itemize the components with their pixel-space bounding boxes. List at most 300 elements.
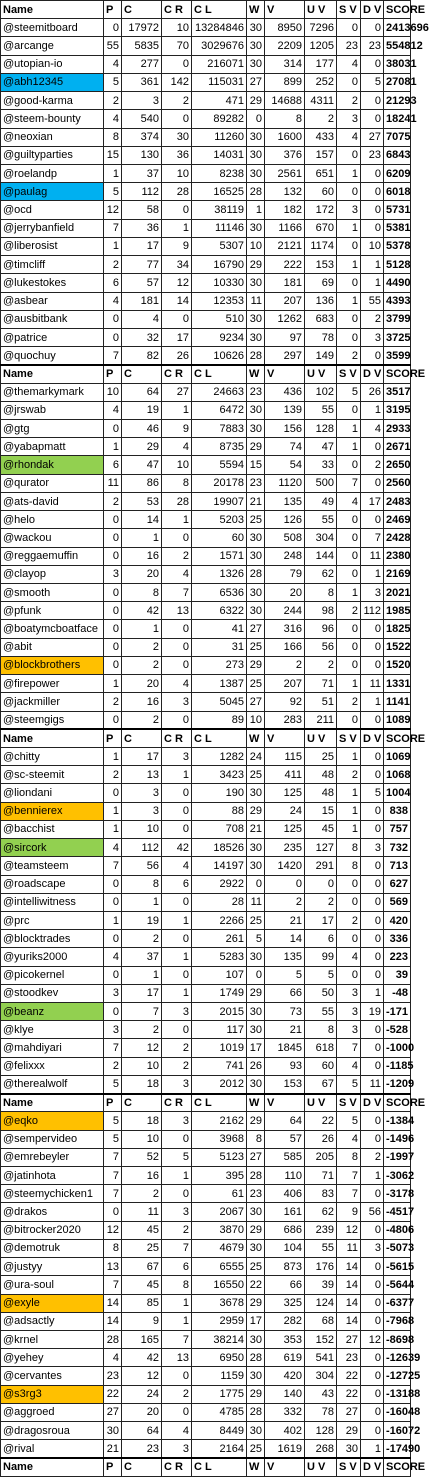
account-name-cell: @blocktrades	[1, 930, 104, 948]
stat-cell: 0	[104, 1003, 122, 1021]
stat-cell: 36	[162, 146, 192, 164]
stat-cell: 14	[104, 1312, 122, 1330]
column-header: V	[265, 729, 305, 747]
table-row	[1, 310, 411, 328]
column-header: C L	[192, 1094, 247, 1112]
stat-cell: 1	[361, 565, 384, 583]
stat-cell: 1019	[192, 1039, 247, 1057]
stat-cell: 30	[247, 401, 265, 419]
stat-cell: 14031	[192, 146, 247, 164]
stat-cell: 60	[305, 1057, 337, 1075]
stat-cell: 244	[265, 602, 305, 620]
stat-cell: 27	[104, 1403, 122, 1421]
stat-cell: 61	[192, 1185, 247, 1203]
stat-cell: 92	[265, 693, 305, 711]
score-cell: -528	[384, 1021, 411, 1039]
table-row	[1, 784, 411, 802]
stat-cell: 0	[337, 875, 361, 893]
stat-cell: 23	[247, 383, 265, 401]
column-header: W	[247, 365, 265, 383]
stat-cell: 3678	[192, 1294, 247, 1312]
stat-cell: 30	[247, 948, 265, 966]
stat-cell: 29	[247, 802, 265, 820]
account-name-cell: @exyle	[1, 1294, 104, 1312]
stat-cell: 207	[265, 675, 305, 693]
stat-cell: 3	[162, 1440, 192, 1458]
stat-cell: 9	[122, 1312, 162, 1330]
stat-cell: 2012	[192, 1075, 247, 1093]
stat-cell: 7	[337, 1167, 361, 1185]
column-header: Name	[1, 1094, 104, 1112]
stat-cell: 0	[337, 529, 361, 547]
column-header: C L	[192, 1, 247, 19]
stat-cell: 216071	[192, 55, 247, 73]
score-cell: 1825	[384, 620, 411, 638]
stat-cell: 0	[104, 620, 122, 638]
stat-cell: 1	[104, 747, 122, 765]
stat-cell: 30	[247, 547, 265, 565]
stat-cell: 7	[104, 1185, 122, 1203]
stat-cell: 144	[305, 547, 337, 565]
table-row	[1, 1112, 411, 1130]
stat-cell: 4	[122, 310, 162, 328]
stat-cell: 0	[337, 620, 361, 638]
stat-cell: 12	[104, 1221, 122, 1239]
account-name-cell: @steemitboard	[1, 19, 104, 37]
stat-cell: 64	[122, 1422, 162, 1440]
stat-cell: 2	[265, 656, 305, 674]
stat-cell: 3	[361, 584, 384, 602]
table-row	[1, 292, 411, 310]
account-name-cell: @sempervideo	[1, 1130, 104, 1148]
stat-cell: 0	[361, 638, 384, 656]
stat-cell: 7	[162, 1239, 192, 1257]
stat-cell: 0	[361, 1276, 384, 1294]
stat-cell: 2067	[192, 1203, 247, 1221]
stat-cell: 406	[265, 1185, 305, 1203]
score-cell: -4517	[384, 1203, 411, 1221]
header-row	[1, 1458, 411, 1476]
stat-cell: 0	[361, 948, 384, 966]
stat-cell: 873	[265, 1258, 305, 1276]
table-row	[1, 966, 411, 984]
stat-cell: 45	[305, 820, 337, 838]
header-row	[1, 1094, 411, 1112]
stat-cell: 1120	[265, 474, 305, 492]
stat-cell: 102	[305, 383, 337, 401]
stat-cell: 99	[305, 948, 337, 966]
stat-cell: 0	[162, 1021, 192, 1039]
stat-cell: 248	[265, 547, 305, 565]
stat-cell: 316	[265, 620, 305, 638]
stat-cell: 0	[162, 1403, 192, 1421]
account-name-cell: @mahdiyari	[1, 1039, 104, 1057]
stat-cell: 1	[162, 511, 192, 529]
account-name-cell: @clayop	[1, 565, 104, 583]
stat-cell: 2922	[192, 875, 247, 893]
stat-cell: 6	[104, 274, 122, 292]
stat-cell: 67	[305, 1075, 337, 1093]
stat-cell: 21	[265, 911, 305, 929]
stat-cell: 1	[104, 164, 122, 182]
stat-cell: 126	[265, 511, 305, 529]
score-cell: 3195	[384, 401, 411, 419]
stat-cell: 4	[337, 948, 361, 966]
stat-cell: 1	[162, 401, 192, 419]
stat-cell: 277	[122, 55, 162, 73]
stat-cell: 5	[247, 930, 265, 948]
stat-cell: 1775	[192, 1385, 247, 1403]
stat-cell: 7	[337, 474, 361, 492]
score-cell: 3599	[384, 347, 411, 365]
stat-cell: 29	[247, 984, 265, 1002]
stat-cell: 0	[104, 875, 122, 893]
table-row	[1, 1403, 411, 1421]
stat-cell: 18	[122, 1075, 162, 1093]
stat-cell: 2015	[192, 1003, 247, 1021]
stat-cell: 239	[305, 1221, 337, 1239]
stat-cell: 3029676	[192, 37, 247, 55]
stat-cell: 0	[104, 930, 122, 948]
stat-cell: 2	[104, 1057, 122, 1075]
table-row	[1, 1185, 411, 1203]
column-header: C L	[192, 365, 247, 383]
stat-cell: 29	[247, 1294, 265, 1312]
stat-cell: 112	[361, 602, 384, 620]
stat-cell: 0	[361, 1385, 384, 1403]
stat-cell: 130	[122, 146, 162, 164]
account-name-cell: @klye	[1, 1021, 104, 1039]
stat-cell: 4	[104, 839, 122, 857]
table-row	[1, 1148, 411, 1166]
stat-cell: 0	[361, 1403, 384, 1421]
column-header: S V	[337, 1094, 361, 1112]
account-name-cell: @sircork	[1, 839, 104, 857]
account-name-cell: @quochuy	[1, 347, 104, 365]
stat-cell: 14	[265, 930, 305, 948]
stat-cell: 26	[247, 1057, 265, 1075]
stat-cell: 42	[122, 1349, 162, 1367]
score-cell: 2021	[384, 584, 411, 602]
stat-cell: 0	[337, 237, 361, 255]
column-header: P	[104, 365, 122, 383]
stat-cell: 135	[265, 948, 305, 966]
stat-cell: 3	[162, 1203, 192, 1221]
stat-cell: 6	[162, 1258, 192, 1276]
stat-cell: 57	[122, 274, 162, 292]
stat-cell: 7	[104, 1276, 122, 1294]
stat-cell: 68	[305, 1312, 337, 1330]
stat-cell: 23	[337, 37, 361, 55]
stat-cell: 8	[162, 474, 192, 492]
stat-cell: 3	[162, 1112, 192, 1130]
stat-cell: 5	[265, 966, 305, 984]
stat-cell: 98	[305, 602, 337, 620]
stat-cell: 23	[361, 146, 384, 164]
stat-cell: 291	[305, 857, 337, 875]
account-name-cell: @dragosroua	[1, 1422, 104, 1440]
stat-cell: 374	[122, 128, 162, 146]
stat-cell: 1	[337, 438, 361, 456]
score-cell: -12639	[384, 1349, 411, 1367]
column-header: V	[265, 1458, 305, 1476]
stat-cell: 45	[122, 1276, 162, 1294]
account-name-cell: @utopian-io	[1, 55, 104, 73]
stat-cell: 1205	[305, 37, 337, 55]
account-name-cell: @rhondak	[1, 456, 104, 474]
stat-cell: 1	[104, 802, 122, 820]
stat-cell: 140	[265, 1385, 305, 1403]
stat-cell: 55	[361, 292, 384, 310]
table-row	[1, 219, 411, 237]
stat-cell: 1420	[265, 857, 305, 875]
stat-cell: 20	[122, 565, 162, 583]
stat-cell: 11	[247, 292, 265, 310]
stat-cell: 4	[104, 401, 122, 419]
stat-cell: 0	[361, 820, 384, 838]
score-cell: 3517	[384, 383, 411, 401]
stat-cell: 2	[122, 1185, 162, 1203]
stat-cell: 77	[122, 256, 162, 274]
stat-cell: 142	[162, 73, 192, 91]
stat-cell: 22	[337, 1385, 361, 1403]
stat-cell: 353	[265, 1330, 305, 1348]
stat-cell: 7	[361, 529, 384, 547]
score-cell: 6018	[384, 183, 411, 201]
stat-cell: 30	[247, 274, 265, 292]
stat-cell: 28	[162, 183, 192, 201]
stat-cell: 1	[122, 529, 162, 547]
table-body	[1, 1, 429, 1477]
stat-cell: 30	[247, 1367, 265, 1385]
stat-cell: 0	[104, 529, 122, 547]
stat-cell: 0	[104, 893, 122, 911]
account-name-cell: @picokernel	[1, 966, 104, 984]
stat-cell: 7	[104, 1167, 122, 1185]
stat-cell: 0	[162, 893, 192, 911]
stat-cell: 2959	[192, 1312, 247, 1330]
stat-cell: 7	[104, 1148, 122, 1166]
stat-cell: 20	[122, 1403, 162, 1421]
stat-cell: 1	[122, 620, 162, 638]
stat-cell: 6	[162, 875, 192, 893]
table-row	[1, 1276, 411, 1294]
stat-cell: 56	[122, 857, 162, 875]
stat-cell: 3	[162, 1075, 192, 1093]
stat-cell: 47	[305, 438, 337, 456]
stat-cell: 24	[122, 1385, 162, 1403]
stat-cell: 0	[104, 328, 122, 346]
stat-cell: 28	[247, 1167, 265, 1185]
stat-cell: 3	[162, 693, 192, 711]
table-row	[1, 875, 411, 893]
stat-cell: 0	[361, 1021, 384, 1039]
stat-cell: 17	[361, 492, 384, 510]
score-cell: 6209	[384, 164, 411, 182]
stat-cell: 55	[305, 1239, 337, 1257]
table-row	[1, 1440, 411, 1458]
score-cell: -16072	[384, 1422, 411, 1440]
account-name-cell: @liberosist	[1, 237, 104, 255]
stat-cell: 172	[305, 201, 337, 219]
stat-cell: 161	[265, 1203, 305, 1221]
account-name-cell: @liondani	[1, 784, 104, 802]
stat-cell: 30	[247, 420, 265, 438]
account-name-cell: @intelliwitness	[1, 893, 104, 911]
stat-cell: 0	[361, 1367, 384, 1385]
stat-cell: 325	[265, 1294, 305, 1312]
stat-cell: 7	[337, 1039, 361, 1057]
stat-cell: 2164	[192, 1440, 247, 1458]
stat-cell: 49	[305, 492, 337, 510]
column-header: P	[104, 1094, 122, 1112]
stat-cell: 4	[337, 128, 361, 146]
table-row	[1, 547, 411, 565]
stat-cell: 2	[162, 1221, 192, 1239]
stat-cell: 0	[104, 784, 122, 802]
stat-cell: 10330	[192, 274, 247, 292]
stat-cell: 10	[122, 1130, 162, 1148]
score-cell: 757	[384, 820, 411, 838]
stat-cell: 1	[162, 766, 192, 784]
header-row	[1, 365, 411, 383]
stat-cell: 16525	[192, 183, 247, 201]
stat-cell: 0	[361, 620, 384, 638]
table-row	[1, 656, 411, 674]
stat-cell: 125	[265, 784, 305, 802]
stat-cell: 4	[162, 1422, 192, 1440]
account-name-cell: @yehey	[1, 1349, 104, 1367]
stat-cell: 55	[305, 1003, 337, 1021]
score-cell: 336	[384, 930, 411, 948]
stat-cell: 1	[361, 693, 384, 711]
stat-cell: 0	[162, 930, 192, 948]
stat-cell: 7	[162, 1330, 192, 1348]
column-header: V	[265, 1094, 305, 1112]
column-header: C R	[162, 1458, 192, 1476]
table-row	[1, 438, 411, 456]
score-cell: -48	[384, 984, 411, 1002]
account-name-cell: @themarkymark	[1, 383, 104, 401]
stat-cell: 18	[122, 1112, 162, 1130]
stat-cell: 2	[162, 92, 192, 110]
stat-cell: 22	[247, 1276, 265, 1294]
stat-cell: 153	[265, 1075, 305, 1093]
stat-cell: 25	[247, 1258, 265, 1276]
score-cell: 2413696	[384, 19, 411, 37]
column-header: Name	[1, 365, 104, 383]
stat-cell: 1282	[192, 747, 247, 765]
column-header: C	[122, 1, 162, 19]
table-row	[1, 183, 411, 201]
score-cell: 39	[384, 966, 411, 984]
score-cell: 7075	[384, 128, 411, 146]
score-cell: 838	[384, 802, 411, 820]
stat-cell: 0	[337, 146, 361, 164]
score-cell: 554812	[384, 37, 411, 55]
stat-cell: 30	[247, 310, 265, 328]
stat-cell: 10	[162, 164, 192, 182]
stat-cell: 33	[305, 456, 337, 474]
score-cell: 2428	[384, 529, 411, 547]
table-row	[1, 1367, 411, 1385]
account-name-cell: @steem-bounty	[1, 110, 104, 128]
stat-cell: 205	[305, 1148, 337, 1166]
stat-cell: 0	[361, 219, 384, 237]
stat-cell: 139	[265, 401, 305, 419]
stat-cell: 2	[361, 310, 384, 328]
stat-cell: 9	[337, 1203, 361, 1221]
stat-cell: 7	[122, 1003, 162, 1021]
stat-cell: 3	[162, 1003, 192, 1021]
stat-cell: 6	[104, 456, 122, 474]
account-name-cell: @reggaemuffin	[1, 547, 104, 565]
account-name-cell: @stoodkev	[1, 984, 104, 1002]
table-row	[1, 37, 411, 55]
stat-cell: 3	[104, 565, 122, 583]
stat-cell: 14	[337, 1258, 361, 1276]
stat-cell: 1	[337, 802, 361, 820]
stat-cell: 28	[192, 893, 247, 911]
column-header: D V	[361, 1458, 384, 1476]
stat-cell: 2209	[265, 37, 305, 55]
account-name-cell: @emrebeyler	[1, 1148, 104, 1166]
column-header: Name	[1, 1, 104, 19]
stat-cell: 29	[247, 1221, 265, 1239]
stat-cell: 8238	[192, 164, 247, 182]
stat-cell: 17	[122, 747, 162, 765]
stat-cell: 60	[305, 183, 337, 201]
stat-cell: 7	[104, 1039, 122, 1057]
stat-cell: 27	[337, 1403, 361, 1421]
stat-cell: 0	[337, 966, 361, 984]
table-row	[1, 1239, 411, 1257]
stat-cell: 8	[104, 128, 122, 146]
stat-cell: 0	[162, 656, 192, 674]
stat-cell: 2	[104, 492, 122, 510]
stat-cell: 0	[361, 438, 384, 456]
score-cell: 1520	[384, 656, 411, 674]
account-name-cell: @ocd	[1, 201, 104, 219]
column-header: W	[247, 1, 265, 19]
table-row	[1, 893, 411, 911]
stat-cell: 5	[337, 383, 361, 401]
stat-cell: 13	[104, 1258, 122, 1276]
stat-cell: 0	[361, 1422, 384, 1440]
stat-cell: 3	[337, 1003, 361, 1021]
account-name-cell: @cervantes	[1, 1367, 104, 1385]
account-name-cell: @therealwolf	[1, 1075, 104, 1093]
stat-cell: 16790	[192, 256, 247, 274]
table-row	[1, 383, 411, 401]
table-row	[1, 675, 411, 693]
stat-cell: 0	[337, 893, 361, 911]
stat-cell: 166	[265, 638, 305, 656]
stat-cell: 0	[337, 19, 361, 37]
table-row	[1, 1021, 411, 1039]
stat-cell: 14	[337, 1312, 361, 1330]
account-name-cell: @smooth	[1, 584, 104, 602]
stat-cell: 1	[337, 164, 361, 182]
stat-cell: 181	[265, 274, 305, 292]
table-row	[1, 511, 411, 529]
stat-cell: 30	[247, 1003, 265, 1021]
score-cell: 1069	[384, 747, 411, 765]
column-header: C	[122, 1094, 162, 1112]
stat-cell: 17	[247, 1039, 265, 1057]
stat-cell: 7	[104, 347, 122, 365]
stat-cell: 0	[337, 565, 361, 583]
